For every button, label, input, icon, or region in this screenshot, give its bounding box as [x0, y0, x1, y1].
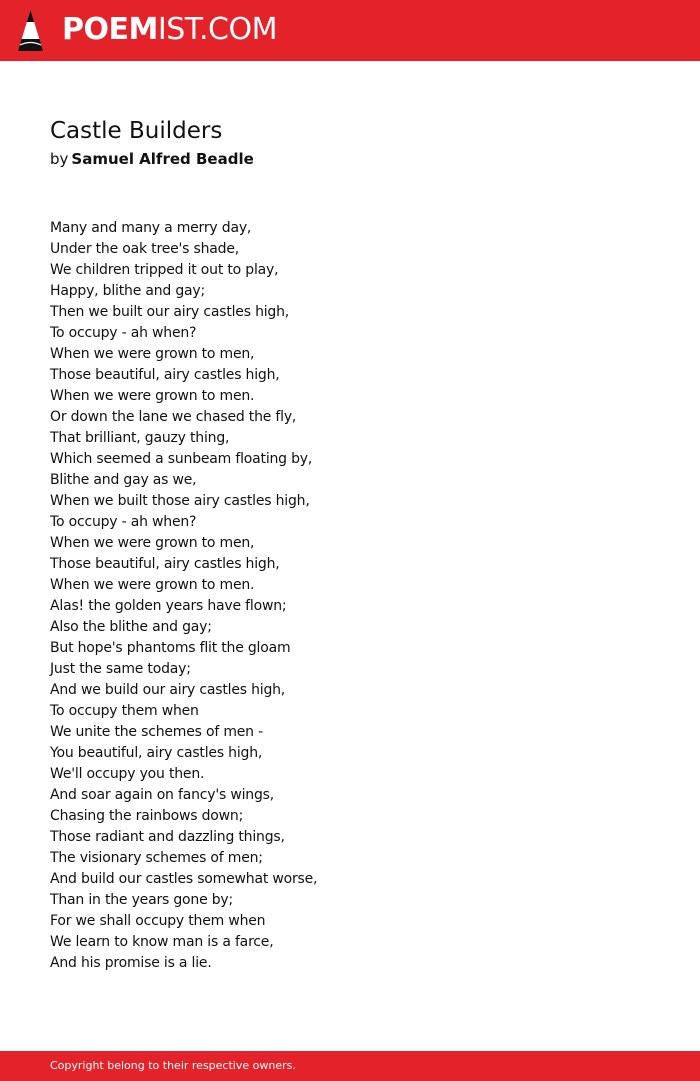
poem-line: When we were grown to men. — [50, 388, 255, 404]
poem-line: We'll occupy you then. — [50, 766, 205, 782]
poem-line: For we shall occupy them when — [50, 913, 266, 929]
poem-line: To occupy - ah when? — [50, 514, 197, 530]
logo-brand-light: IST.COM — [157, 12, 277, 47]
poem-line: Happy, blithe and gay; — [50, 283, 206, 299]
site-logo[interactable] — [62, 12, 277, 48]
poem-line: Many and many a merry day, — [50, 220, 252, 236]
poem-line: Those beautiful, airy castles high, — [50, 367, 280, 383]
poem-line: Than in the years gone by; — [50, 892, 234, 908]
poem-line: Those beautiful, airy castles high, — [50, 556, 280, 572]
poem-line: Then we built our airy castles high, — [50, 304, 290, 320]
poem-line: When we were grown to men, — [50, 346, 255, 362]
poem-line: Also the blithe and gay; — [50, 619, 212, 635]
poem-line: When we built those airy castles high, — [50, 493, 310, 509]
poem-line: Just the same today; — [50, 661, 191, 677]
poem-line: Those radiant and dazzling things, — [50, 829, 285, 845]
poem-line: But hope's phantoms flit the gloam — [50, 640, 291, 656]
poem-body — [50, 218, 650, 974]
site-footer — [0, 1051, 700, 1081]
pencil-tip-icon[interactable] — [17, 9, 44, 52]
poem-line: And his promise is a lie. — [50, 955, 212, 971]
poem-line: Under the oak tree's shade, — [50, 241, 240, 257]
logo-brand-bold: POEM — [62, 12, 158, 47]
poem-line: We learn to know man is a farce, — [50, 934, 274, 950]
poem-line: You beautiful, airy castles high, — [50, 745, 263, 761]
poem-line: To occupy them when — [50, 703, 199, 719]
poem-line: Chasing the rainbows down; — [50, 808, 244, 824]
poem-line: And soar again on fancy's wings, — [50, 787, 274, 803]
poem-line: Blithe and gay as we, — [50, 472, 197, 488]
poem-line: When we were grown to men, — [50, 535, 255, 551]
poem-line: When we were grown to men. — [50, 577, 255, 593]
poem-byline — [50, 148, 254, 170]
copyright-notice: Copyright belong to their respective owners. — [50, 1059, 296, 1072]
poem-author: Samuel Alfred Beadle — [71, 150, 254, 168]
poem-line: Which seemed a sunbeam floating by, — [50, 451, 313, 467]
poem-line: We unite the schemes of men - — [50, 724, 263, 740]
poem-line: Or down the lane we chased the fly, — [50, 409, 297, 425]
byline-prefix: by — [50, 150, 69, 168]
poem-title: Castle Builders — [50, 118, 223, 144]
poem-line: We children tripped it out to play, — [50, 262, 279, 278]
poem-line: The visionary schemes of men; — [50, 850, 263, 866]
poem-line: Alas! the golden years have flown; — [50, 598, 287, 614]
site-header — [0, 0, 700, 61]
poem-line: And we build our airy castles high, — [50, 682, 286, 698]
poem-line: That brilliant, gauzy thing, — [50, 430, 230, 446]
poem-line: To occupy - ah when? — [50, 325, 197, 341]
poem-line: And build our castles somewhat worse, — [50, 871, 318, 887]
